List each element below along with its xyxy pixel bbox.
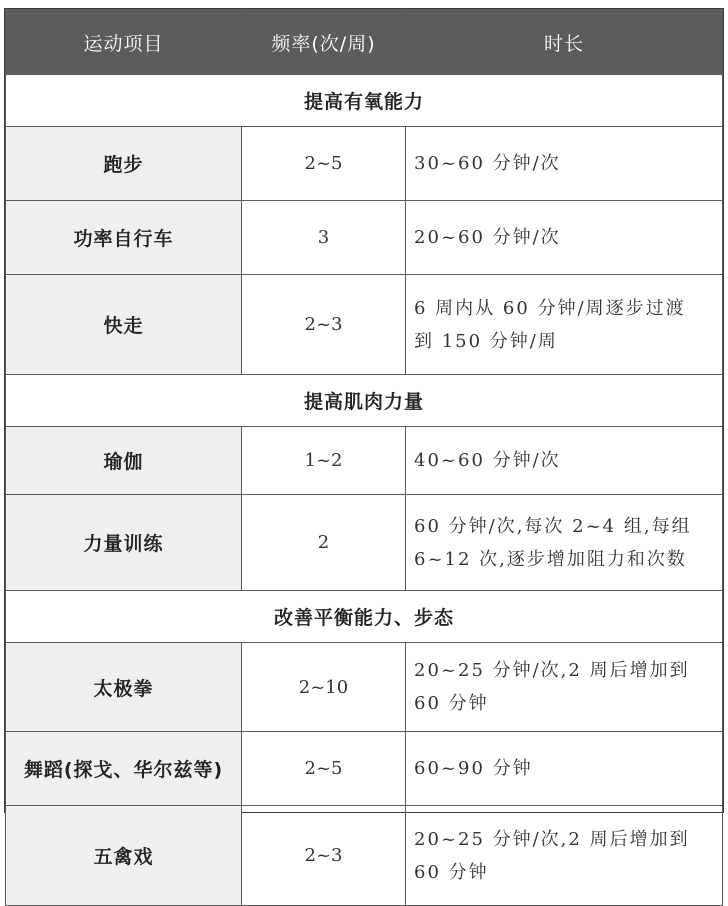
header-frequency: 频率(次/周) bbox=[242, 10, 406, 75]
activity-name: 跑步 bbox=[6, 127, 242, 201]
table-row bbox=[6, 127, 723, 201]
table-row bbox=[6, 495, 723, 591]
exercise-table bbox=[5, 9, 723, 906]
header-duration: 时长 bbox=[406, 10, 723, 75]
section-title: 改善平衡能力、步态 bbox=[6, 591, 723, 643]
activity-duration: 60 分钟/次,每次 2~4 组,每组 6~12 次,逐步增加阻力和次数 bbox=[406, 495, 723, 591]
table-row bbox=[6, 201, 723, 275]
exercise-table-container bbox=[4, 8, 724, 883]
activity-duration: 20~60 分钟/次 bbox=[406, 201, 723, 275]
table-row bbox=[6, 275, 723, 375]
section-row-balance bbox=[6, 591, 723, 643]
activity-frequency: 1~2 bbox=[242, 427, 406, 495]
activity-name: 功率自行车 bbox=[6, 201, 242, 275]
activity-frequency: 2~3 bbox=[242, 806, 406, 906]
activity-duration: 40~60 分钟/次 bbox=[406, 427, 723, 495]
table-row bbox=[6, 806, 723, 906]
activity-name: 五禽戏 bbox=[6, 806, 242, 906]
table-row bbox=[6, 732, 723, 806]
activity-duration: 6 周内从 60 分钟/周逐步过渡 到 150 分钟/周 bbox=[406, 275, 723, 375]
header-activity: 运动项目 bbox=[6, 10, 242, 75]
activity-name: 瑜伽 bbox=[6, 427, 242, 495]
header-row bbox=[6, 10, 723, 75]
activity-frequency: 2~5 bbox=[242, 127, 406, 201]
activity-frequency: 2~10 bbox=[242, 643, 406, 732]
activity-duration: 60~90 分钟 bbox=[406, 732, 723, 806]
section-row-aerobic bbox=[6, 75, 723, 127]
section-title: 提高有氧能力 bbox=[6, 75, 723, 127]
activity-name: 快走 bbox=[6, 275, 242, 375]
activity-duration: 20~25 分钟/次,2 周后增加到 60 分钟 bbox=[406, 643, 723, 732]
activity-frequency: 2~5 bbox=[242, 732, 406, 806]
table-row bbox=[6, 643, 723, 732]
activity-frequency: 2~3 bbox=[242, 275, 406, 375]
activity-name: 力量训练 bbox=[6, 495, 242, 591]
activity-duration: 20~25 分钟/次,2 周后增加到 60 分钟 bbox=[406, 806, 723, 906]
section-title: 提高肌肉力量 bbox=[6, 375, 723, 427]
activity-name: 太极拳 bbox=[6, 643, 242, 732]
table-row bbox=[6, 427, 723, 495]
section-row-strength bbox=[6, 375, 723, 427]
activity-duration: 30~60 分钟/次 bbox=[406, 127, 723, 201]
activity-name: 舞蹈(探戈、华尔兹等) bbox=[6, 732, 242, 806]
activity-frequency: 3 bbox=[242, 201, 406, 275]
activity-frequency: 2 bbox=[242, 495, 406, 591]
